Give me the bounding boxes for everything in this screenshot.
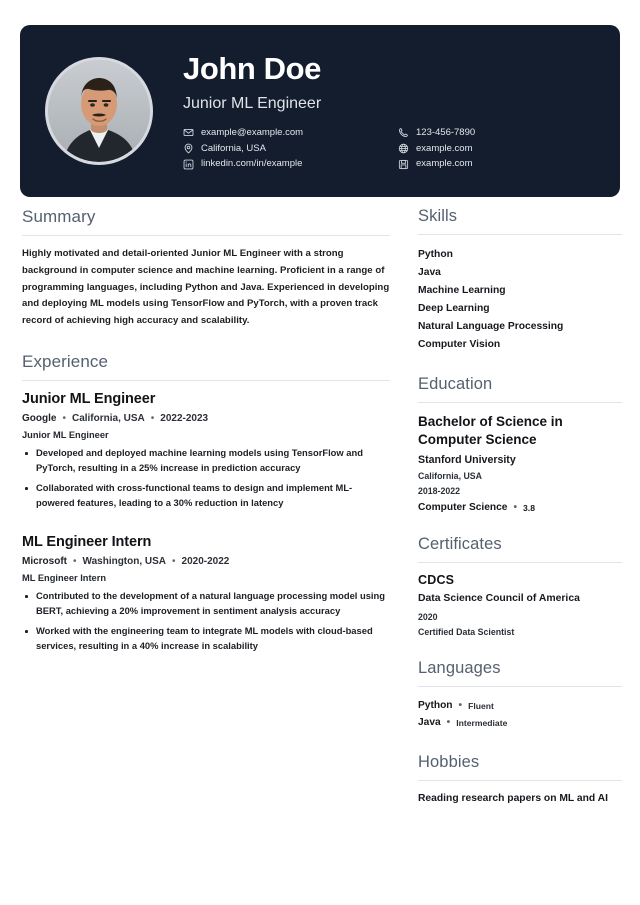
- section-certificates: [418, 535, 622, 637]
- divider: [418, 562, 622, 563]
- save-icon: [398, 159, 409, 170]
- phone-icon: [398, 127, 409, 138]
- experience-meta: [22, 413, 390, 424]
- experience-bullet: Contributed to the development of a natural language processing model using BERT, achieving a 20% improvement in sentiment analysis accuracy: [22, 588, 390, 618]
- resume-header: [20, 25, 620, 197]
- contact-email-value: example@example.com: [201, 126, 304, 138]
- separator-dot: •: [458, 700, 463, 712]
- education-field: Computer Science: [418, 502, 508, 514]
- language-item: [418, 714, 622, 731]
- certificate-item: [418, 573, 622, 637]
- section-experience: [22, 352, 390, 653]
- header-text-block: [183, 52, 620, 171]
- map-pin-icon: [183, 143, 194, 154]
- experience-dates: 2020-2022: [181, 556, 230, 568]
- contact-phone[interactable]: [398, 127, 475, 139]
- divider: [22, 380, 390, 381]
- section-languages: [418, 659, 622, 731]
- experience-subtitle: Junior ML Engineer: [22, 429, 109, 440]
- divider: [418, 402, 622, 403]
- summary-heading: Summary: [22, 207, 96, 226]
- experience-bullets: [22, 445, 390, 510]
- contact-linkedin-value: linkedin.com/in/example: [201, 158, 303, 170]
- contact-portfolio-value: example.com: [416, 158, 473, 170]
- divider: [418, 234, 622, 235]
- envelope-icon: [183, 127, 194, 138]
- skill-item: Java: [418, 266, 441, 278]
- experience-bullet: Collaborated with cross-functional teams to design and implement ML-powered features, leading to a 30% reduction in latency: [22, 480, 390, 510]
- experience-meta: [22, 556, 390, 567]
- contact-linkedin[interactable]: [183, 158, 398, 170]
- experience-bullets: [22, 588, 390, 653]
- experience-bullet: Worked with the engineering team to integrate ML models with cloud-based services, resulting in a 40% increase in scalability: [22, 623, 390, 653]
- experience-role: ML Engineer Intern: [22, 534, 152, 551]
- certificate-description: Certified Data Scientist: [418, 627, 515, 638]
- education-field-row: [418, 502, 622, 513]
- profile-photo: [48, 60, 150, 162]
- contact-portfolio[interactable]: [398, 158, 475, 170]
- divider: [418, 686, 622, 687]
- side-column: [410, 207, 640, 811]
- experience-item: [22, 391, 390, 510]
- experience-heading: Experience: [22, 351, 109, 371]
- separator-dot: •: [446, 717, 451, 729]
- experience-subtitle: ML Engineer Intern: [22, 573, 107, 584]
- experience-bullet: Developed and deployed machine learning models using TensorFlow and PyTorch, resulting in a 25% increase in prediction accuracy: [22, 445, 390, 475]
- languages-heading: Languages: [418, 659, 501, 678]
- education-location: California, USA: [418, 471, 483, 482]
- avatar: [45, 57, 153, 165]
- section-education: [418, 375, 622, 513]
- contact-location: [183, 143, 398, 155]
- education-dates: 2018-2022: [418, 486, 461, 497]
- experience-company: Microsoft: [22, 556, 67, 568]
- skill-item: Computer Vision: [418, 338, 501, 350]
- separator-dot: •: [150, 412, 155, 424]
- hobbies-heading: Hobbies: [418, 753, 480, 772]
- hobby-item: Reading research papers on ML and AI: [418, 793, 608, 805]
- education-gpa: 3.8: [523, 502, 535, 513]
- education-item: [418, 413, 622, 513]
- divider: [22, 235, 390, 236]
- language-level: Fluent: [468, 700, 494, 711]
- section-skills: [418, 207, 622, 353]
- separator-dot: •: [73, 556, 77, 568]
- separator-dot: •: [172, 556, 176, 568]
- contact-column-left: [183, 127, 398, 171]
- experience-dates: 2022-2023: [160, 412, 209, 424]
- education-degree: Bachelor of Science in Computer Science: [418, 414, 563, 448]
- separator-dot: •: [513, 502, 518, 514]
- contact-phone-value: 123-456-7890: [416, 126, 476, 138]
- linkedin-icon: [183, 159, 194, 170]
- language-name: Python: [418, 700, 453, 712]
- education-heading: Education: [418, 375, 493, 393]
- certificates-heading: Certificates: [418, 535, 502, 554]
- main-column: [0, 207, 410, 811]
- summary-text: Highly motivated and detail-oriented Junior ML Engineer with a strong background in computer science and machine learning. Proficient in a range of programming languages, including Python and Java. Experienced in developing and deploying ML models using TensorFlow and PyTorch, with a proven track record of achieving high accuracy and scalability.: [22, 248, 390, 327]
- person-title: Junior ML Engineer: [183, 94, 322, 112]
- contact-info: [183, 127, 600, 171]
- section-hobbies: [418, 753, 622, 806]
- globe-icon: [398, 143, 409, 154]
- portrait-illustration: [48, 60, 150, 162]
- certificate-name: CDCS: [418, 573, 455, 588]
- skill-item: Python: [418, 248, 453, 260]
- contact-website[interactable]: [398, 143, 475, 155]
- contact-website-value: example.com: [416, 142, 473, 154]
- section-summary: [22, 207, 390, 330]
- language-name: Java: [418, 717, 441, 729]
- contact-email[interactable]: [183, 127, 398, 139]
- experience-company: Google: [22, 412, 57, 424]
- experience-location: Washington, USA: [82, 556, 167, 568]
- skill-item: Machine Learning: [418, 284, 506, 296]
- education-school: Stanford University: [418, 454, 516, 467]
- contact-location-value: California, USA: [201, 142, 266, 154]
- divider: [418, 780, 622, 781]
- skill-item: Natural Language Processing: [418, 320, 564, 332]
- certificate-issuer: Data Science Council of America: [418, 593, 580, 605]
- person-name: John Doe: [183, 50, 322, 86]
- skill-item: Deep Learning: [418, 302, 490, 314]
- experience-location: California, USA: [71, 412, 145, 424]
- skills-heading: Skills: [418, 207, 458, 225]
- language-level: Intermediate: [456, 717, 508, 728]
- separator-dot: •: [62, 412, 66, 424]
- resume-body: [0, 207, 640, 811]
- certificate-year: 2020: [418, 612, 438, 623]
- contact-column-right: [398, 127, 475, 171]
- language-item: [418, 697, 622, 714]
- experience-item: [22, 534, 390, 653]
- experience-role: Junior ML Engineer: [22, 390, 156, 407]
